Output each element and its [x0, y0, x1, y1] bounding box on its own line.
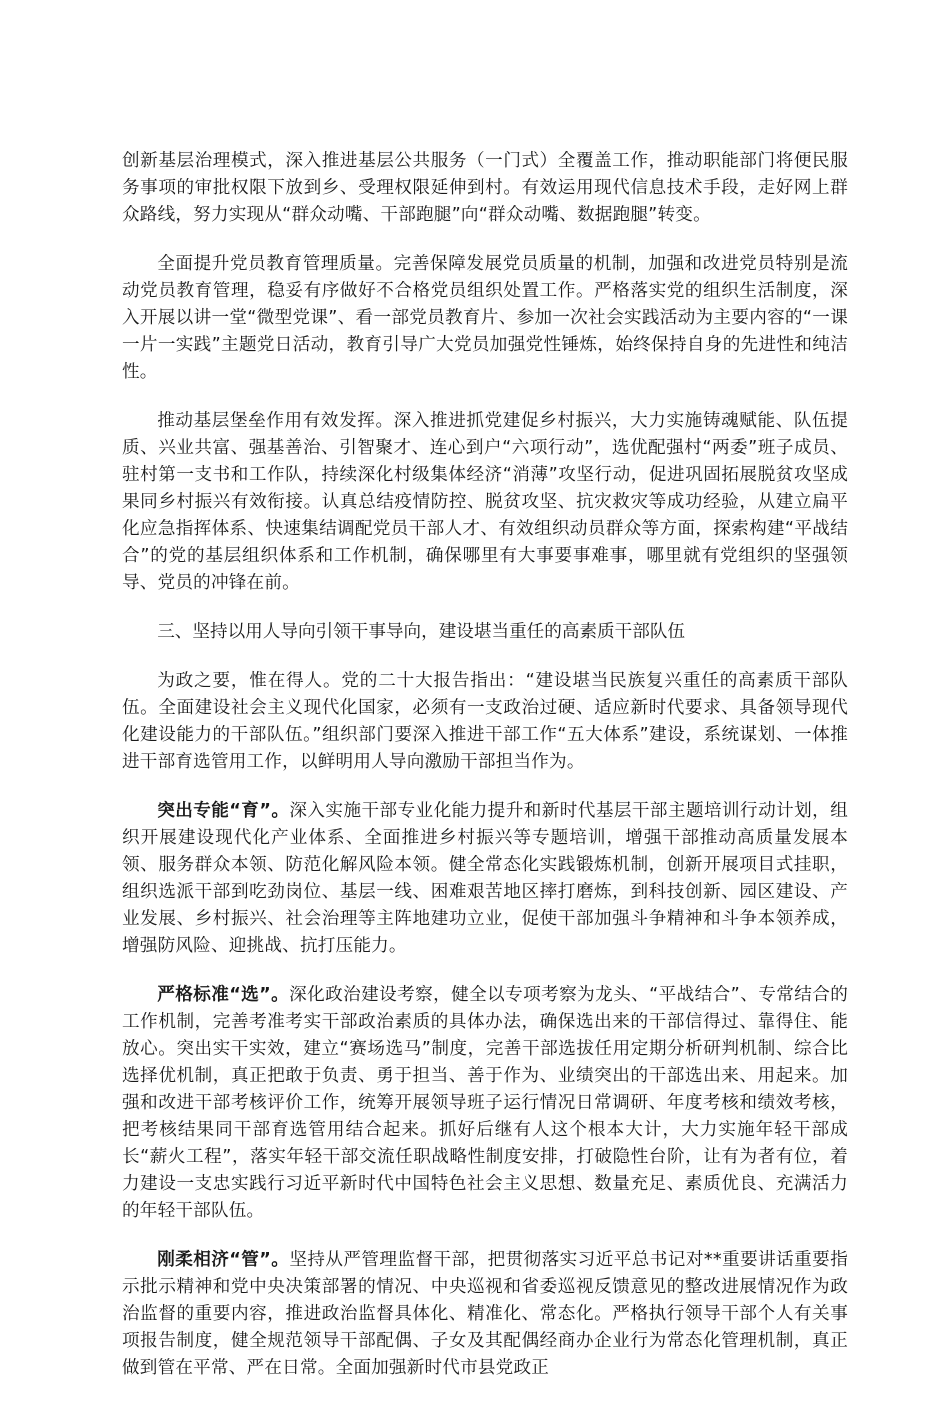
paragraph-7	[122, 1247, 848, 1382]
paragraph-6-lead: 严格标准“选”。	[157, 985, 290, 1005]
paragraph-6-body: 深化政治建设考察，健全以专项考察为龙头、“平战结合”、专常结合的工作机制，完善考准考实干部政治素质的具体办法，确保选出来的干部信得过、靠得住、能放心。突出实干实效，建立“赛场选马”制度，完善干部选拔任用定期分析研判机制、综合比选择优机制，真正把敢于负责、勇于担当、善于作为、业绩突出的干部选出来、用起来。加强和改进干部考核评价工作，统筹开展领导班子运行情况日常调研、年度考核和绩效考核，把考核结果同干部育选管用结合起来。抓好后继有人这个根本大计，大力实施年轻干部成长“薪火工程”，落实年轻干部交流任职战略性制度安排，打破隐性台阶，让有为者有位，着力建设一支忠实践行习近平新时代中国特色社会主义思想、数量充足、素质优良、充满活力的年轻干部队伍。	[122, 985, 848, 1221]
paragraph-5	[122, 798, 848, 960]
paragraph-2: 全面提升党员教育管理质量。完善保障发展党员质量的机制，加强和改进党员特别是流动党员教育管理，稳妥有序做好不合格党员组织处置工作。严格落实党的组织生活制度，深入开展以讲一堂“微型党课”、看一部党员教育片、参加一次社会实践活动为主要内容的“一课一片一实践”主题党日活动，教育引导广大党员加强党性锤炼，始终保持自身的先进性和纯洁性。	[122, 254, 848, 382]
paragraph-7-body: 坚持从严管理监督干部，把贯彻落实习近平总书记对**重要讲话重要指示批示精神和党中央决策部署的情况、中央巡视和省委巡视反馈意见的整改进展情况作为政治监督的重要内容，推进政治监督具体化、精准化、常态化。严格执行领导干部个人有关事项报告制度，健全规范领导干部配偶、子女及其配偶经商办企业行为常态化管理机制，真正做到管在平常、严在日常。全面加强新时代市县党政正	[122, 1250, 848, 1378]
document-body	[122, 148, 848, 1404]
paragraph-4: 为政之要，惟在得人。党的二十大报告指出：“建设堪当民族复兴重任的高素质干部队伍。全面建设社会主义现代化国家，必须有一支政治过硬、适应新时代要求、具备领导现代化建设能力的干部队伍。”组织部门要深入推进干部工作“五大体系”建设，系统谋划、一体推进干部育选管用工作，以鲜明用人导向激励干部担当作为。	[122, 671, 848, 772]
paragraph-7-lead: 刚柔相济“管”。	[157, 1250, 290, 1270]
paragraph-5-lead: 突出专能“育”。	[157, 801, 290, 821]
paragraph-5-body: 深入实施干部专业化能力提升和新时代基层干部主题培训行动计划，组织开展建设现代化产业体系、全面推进乡村振兴等专题培训，增强干部推动高质量发展本领、服务群众本领、防范化解风险本领。健全常态化实践锻炼机制，创新开展项目式挂职，组织选派干部到吃劲岗位、基层一线、困难艰苦地区摔打磨炼，到科技创新、园区建设、产业发展、乡村振兴、社会治理等主阵地建功立业，促使干部加强斗争精神和斗争本领养成，增强防风险、迎挑战、抗打压能力。	[122, 801, 848, 956]
section-heading-3: 三、坚持以用人导向引领干事导向，建设堪当重任的高素质干部队伍	[157, 622, 686, 642]
paragraph-1: 创新基层治理模式，深入推进基层公共服务（一门式）全覆盖工作，推动职能部门将便民服务事项的审批权限下放到乡、受理权限延伸到村。有效运用现代信息技术手段，走好网上群众路线，努力实现从“群众动嘴、干部跑腿”向“群众动嘴、数据跑腿”转变。	[122, 151, 848, 225]
paragraph-3: 推动基层堡垒作用有效发挥。深入推进抓党建促乡村振兴，大力实施铸魂赋能、队伍提质、兴业共富、强基善治、引智聚才、连心到户“六项行动”，选优配强村“两委”班子成员、驻村第一支书和工作队，持续深化村级集体经济“消薄”攻坚行动，促进巩固拓展脱贫攻坚成果同乡村振兴有效衔接。认真总结疫情防控、脱贫攻坚、抗灾救灾等成功经验，从建立扁平化应急指挥体系、快速集结调配党员干部人才、有效组织动员群众等方面，探索构建“平战结合”的党的基层组织体系和工作机制，确保哪里有大事要事难事，哪里就有党组织的坚强领导、党员的冲锋在前。	[122, 411, 848, 593]
paragraph-6	[122, 982, 848, 1225]
